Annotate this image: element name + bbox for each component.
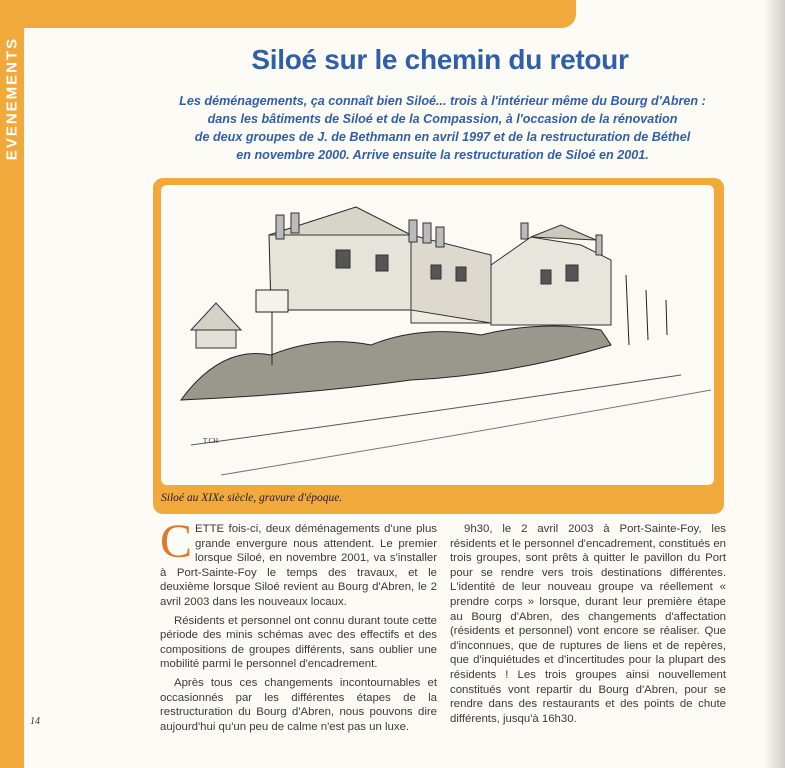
intro-line: de deux groupes de J. de Bethmann en avril 1997 et de la restructuration de Béthel	[194, 130, 691, 144]
drop-cap: C	[160, 515, 193, 568]
paragraph-text: ETTE fois-ci, deux déménagements d'une plus grande envergure nous attendent. Le premier lorsque Siloé, en novembre 2001, va s'installer à Port-Sainte-Foy le temps des travaux, et le deuxième lorsque Siloé revient au Bourg d'Abren, le 2 avril 2003 dans les nouveaux locaux.	[160, 523, 437, 608]
intro-line: en novembre 2000. Arrive ensuite la restructuration de Siloé en 2001.	[236, 148, 649, 162]
section-label: EVENEMENTS	[3, 36, 21, 161]
engraving-drawing	[161, 185, 714, 485]
page-fold-shadow	[763, 0, 785, 768]
text-column-right	[450, 522, 726, 726]
engraving-signature: T.CH	[203, 437, 219, 445]
left-border	[0, 0, 24, 768]
article-intro	[160, 92, 725, 164]
intro-line: Les déménagements, ça connaît bien Siloé... trois à l'intérieur même du Bourg d'Abren :	[179, 94, 706, 108]
text-column-left	[160, 515, 437, 734]
top-border	[0, 0, 576, 28]
paragraph: Résidents et personnel ont connu durant toute cette période des minis schémas avec des effectifs et des compositions de groupes différents, sans oublier une mobilité parmi le personnel d'encadrement.	[160, 614, 437, 671]
image-caption: Siloé au XIXe siècle, gravure d'époque.	[161, 492, 343, 504]
page-number: 14	[30, 716, 40, 727]
image-frame	[153, 178, 724, 514]
intro-line: dans les bâtiments de Siloé et de la Compassion, à l'occasion de la rénovation	[207, 112, 678, 126]
paragraph: 9h30, le 2 avril 2003 à Port-Sainte-Foy, les résidents et le personnel d'encadrement, constitués en trois groupes, sont prêts à quitter le pavillon du Port pour se rendre vers trois destinations différentes. L'identité de leur nouveau groupe va réellement « prendre corps » lorsque, durant leur première étape au Bourg d'Abren, des changements d'affectation (résidents et personnel) vont encore se réaliser. Que d'inconnues, que de ruptures de liens et de repères, que d'inquiétudes et d'incertitudes pour la plupart des résidents ! Les trois groupes ainsi nouvellement constitués vont repartir du Bourg d'Abren, pour se rendre dans des restaurants et des points de chute différents, jusqu'à 16h30.	[450, 523, 726, 725]
engraving-illustration	[161, 185, 714, 485]
paragraph: Après tous ces changements incontournables et occasionnés par les différentes étapes de la restructuration du Bourg d'Abren, nous pouvons dire aujourd'hui qu'un peu de calme n'est pas un luxe.	[160, 676, 437, 733]
article-title: Siloé sur le chemin du retour	[251, 44, 629, 75]
paragraph	[160, 515, 437, 610]
